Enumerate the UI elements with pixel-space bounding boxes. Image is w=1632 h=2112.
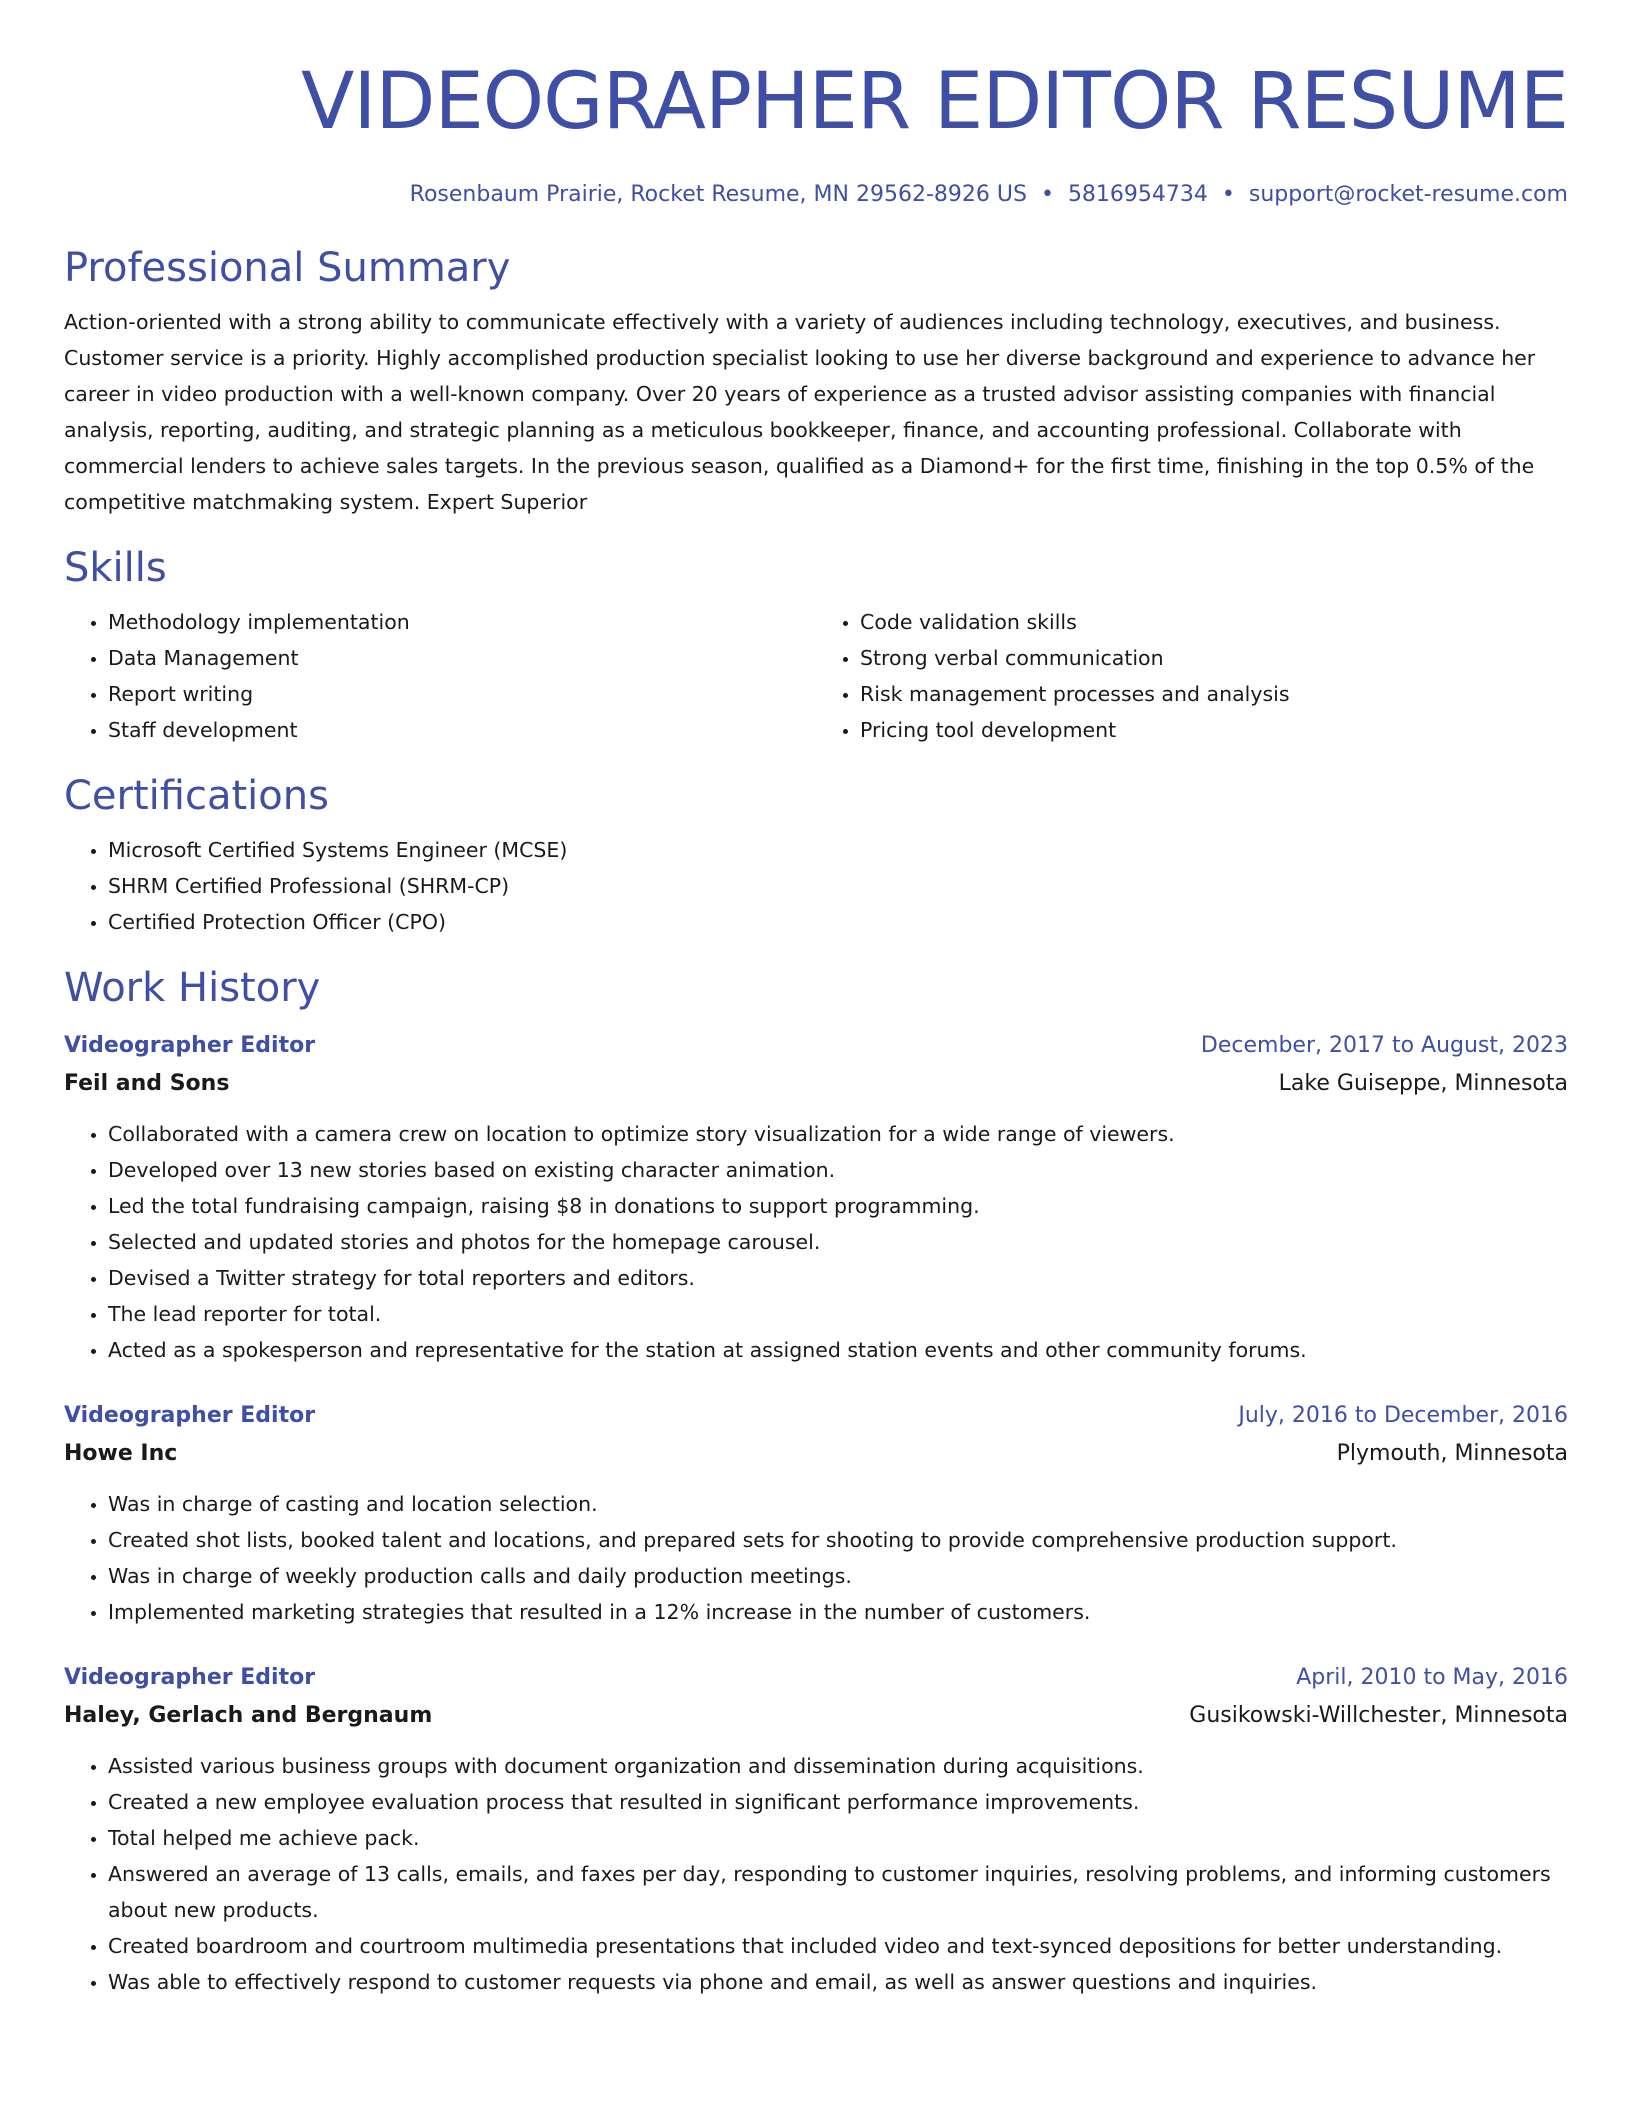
job-bullets — [64, 1486, 1568, 1630]
job-company: Haley, Gerlach and Bergnaum — [64, 1703, 433, 1728]
work-history-section — [64, 962, 1568, 2000]
job-header — [64, 1028, 1568, 1064]
job-bullet: • Implemented marketing strategies that resulted in a 12% increase in the number of customers. — [108, 1594, 1568, 1630]
job-title: Videographer Editor — [64, 1665, 316, 1690]
job-bullets — [64, 1116, 1568, 1368]
job-bullet: • Selected and updated stories and photos for the homepage carousel. — [108, 1224, 1568, 1260]
skills-list-right — [816, 604, 1568, 748]
certifications-heading: Certifications — [64, 773, 329, 819]
job-dates: July, 2016 to December, 2016 — [1238, 1403, 1568, 1428]
phone: 5816954734 — [1067, 182, 1208, 207]
job-dates: December, 2017 to August, 2023 — [1200, 1033, 1568, 1058]
job-subheader — [64, 1696, 1568, 1736]
job-location: Plymouth, Minnesota — [1336, 1441, 1568, 1466]
job-entry — [64, 1660, 1568, 2000]
skill-item: • Methodology implementation — [108, 604, 816, 640]
resume-title: VIDEOGRAPHER EDITOR RESUME — [301, 57, 1568, 147]
skills-heading: Skills — [64, 545, 167, 591]
skill-item: • Risk management processes and analysis — [860, 676, 1568, 712]
job-location: Gusikowski-Willchester, Minnesota — [1189, 1703, 1568, 1728]
summary-text: Action-oriented with a strong ability to communicate effectively with a variety of audiences including technology, executives, and business. Customer service is a priority. Highly accomplished production specialist looking to use her diverse background and experience to advance her career in video production with a well-known company. Over 20 years of experience as a trusted advisor assisting companies with financial analysis, reporting, auditing, and strategic planning as a meticulous bookkeeper, finance, and accounting professional. Collaborate with commercial lenders to achieve sales targets. In the previous season, qualified as a Diamond+ for the first time, finishing in the top 0.5% of the competitive matchmaking system. Expert Superior — [64, 310, 1536, 514]
job-subheader — [64, 1434, 1568, 1474]
job-company: Feil and Sons — [64, 1071, 230, 1096]
job-subheader — [64, 1064, 1568, 1104]
job-bullet: • Was in charge of weekly production calls and daily production meetings. — [108, 1558, 1568, 1594]
summary-heading: Professional Summary — [64, 245, 511, 291]
skills-list-left — [64, 604, 816, 748]
job-bullet: • Was able to effectively respond to customer requests via phone and email, as well as answer questions and inquiries. — [108, 1964, 1568, 2000]
work-history-heading: Work History — [64, 965, 321, 1011]
skill-item: • Strong verbal communication — [860, 640, 1568, 676]
summary-section — [64, 242, 1568, 520]
job-dates: April, 2010 to May, 2016 — [1296, 1665, 1568, 1690]
job-bullet: • The lead reporter for total. — [108, 1296, 1568, 1332]
job-bullet: • Acted as a spokesperson and representative for the station at assigned station events and other community forums. — [108, 1332, 1568, 1368]
skill-item: • Code validation skills — [860, 604, 1568, 640]
certifications-list — [64, 832, 1568, 940]
contact-separator: • — [1221, 182, 1235, 207]
job-bullet: • Created shot lists, booked talent and locations, and prepared sets for shooting to provide comprehensive production support. — [108, 1522, 1568, 1558]
job-bullet: • Was in charge of casting and location selection. — [108, 1486, 1568, 1522]
skills-section — [64, 542, 1568, 748]
job-bullet: • Total helped me achieve pack. — [108, 1820, 1568, 1856]
address: Rosenbaum Prairie, Rocket Resume, MN 29562-8926 US — [409, 182, 1027, 207]
job-bullet: • Assisted various business groups with document organization and dissemination during acquisitions. — [108, 1748, 1568, 1784]
job-location: Lake Guiseppe, Minnesota — [1278, 1071, 1568, 1096]
job-header — [64, 1660, 1568, 1696]
skills-columns — [64, 594, 1568, 748]
certification-item: • Microsoft Certified Systems Engineer (MCSE) — [108, 832, 1568, 868]
job-title: Videographer Editor — [64, 1033, 316, 1058]
email-link[interactable]: support@rocket-resume.com — [1248, 182, 1568, 207]
certifications-section — [64, 770, 1568, 940]
job-header — [64, 1398, 1568, 1434]
job-bullet: • Answered an average of 13 calls, emails, and faxes per day, responding to customer inquiries, resolving problems, and informing customers about new products. — [108, 1856, 1568, 1928]
skill-item: • Report writing — [108, 676, 816, 712]
job-title: Videographer Editor — [64, 1403, 316, 1428]
skill-item: • Data Management — [108, 640, 816, 676]
job-bullet: • Collaborated with a camera crew on location to optimize story visualization for a wide range of viewers. — [108, 1116, 1568, 1152]
job-bullet: • Led the total fundraising campaign, raising $8 in donations to support programming. — [108, 1188, 1568, 1224]
job-bullet: • Devised a Twitter strategy for total reporters and editors. — [108, 1260, 1568, 1296]
skill-item: • Staff development — [108, 712, 816, 748]
job-entry — [64, 1028, 1568, 1368]
job-company: Howe Inc — [64, 1441, 178, 1466]
contact-line — [64, 180, 1568, 210]
job-bullet: • Developed over 13 new stories based on existing character animation. — [108, 1152, 1568, 1188]
job-bullets — [64, 1748, 1568, 2000]
certification-item: • Certified Protection Officer (CPO) — [108, 904, 1568, 940]
job-bullet: • Created a new employee evaluation process that resulted in significant performance improvements. — [108, 1784, 1568, 1820]
job-bullet: • Created boardroom and courtroom multimedia presentations that included video and text-synced depositions for better understanding. — [108, 1928, 1568, 1964]
skill-item: • Pricing tool development — [860, 712, 1568, 748]
certification-item: • SHRM Certified Professional (SHRM-CP) — [108, 868, 1568, 904]
contact-separator: • — [1040, 182, 1054, 207]
job-entry — [64, 1398, 1568, 1630]
